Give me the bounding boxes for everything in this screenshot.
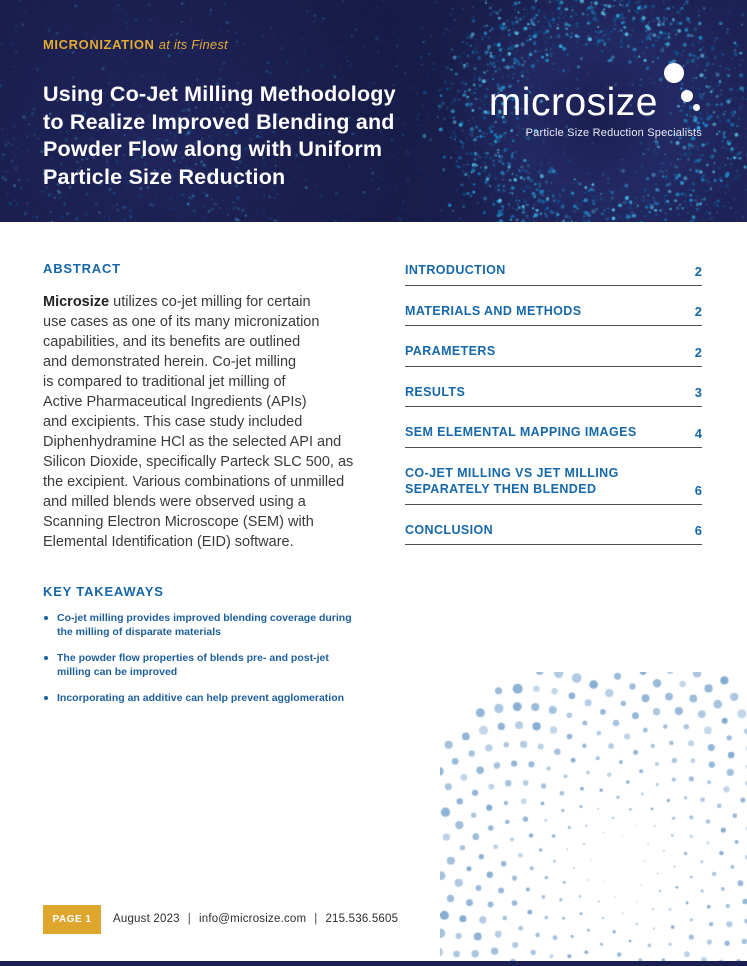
toc-label: PARAMETERS	[405, 344, 496, 358]
bullet-icon	[44, 696, 48, 700]
list-item-line: milling can be improved	[57, 666, 178, 678]
toc-divider	[405, 325, 702, 326]
footer-separator: |	[187, 913, 191, 925]
toc-page-number: 6	[694, 482, 702, 498]
toc-label: INTRODUCTION	[405, 263, 506, 277]
title-line: to Realize Improved Blending and	[43, 109, 395, 134]
title-line: Using Co-Jet Milling Methodology	[43, 82, 396, 106]
eyebrow-tagline	[43, 37, 228, 52]
key-takeaways-heading: KEY TAKEAWAYS	[43, 584, 164, 599]
abstract-line: the excipient. Various combinations of unmilled	[43, 474, 345, 490]
document-title	[43, 81, 396, 191]
title-line: Particle Size Reduction	[43, 164, 286, 189]
abstract-line: and milled blends were observed using a	[43, 494, 306, 510]
dot-spiral-decoration	[440, 672, 747, 961]
toc-page-number: 2	[694, 344, 702, 360]
abstract-line	[43, 292, 393, 312]
abstract-line: and demonstrated herein. Co-jet milling	[43, 354, 297, 370]
toc-entry-materials-and-methods[interactable]	[405, 303, 702, 327]
abstract-line: and excipients. This case study included	[43, 414, 303, 430]
footer-date: August 2023	[113, 913, 180, 925]
list-item-line: Co-jet milling provides improved blending coverage during	[57, 612, 352, 624]
list-item	[43, 691, 393, 705]
logo-tagline: Particle Size Reduction Specialists	[525, 127, 702, 139]
abstract-lead-word: Microsize	[43, 294, 110, 310]
left-column	[43, 261, 393, 717]
eyebrow-bold: MICRONIZATION	[43, 37, 155, 52]
abstract-line: Elemental Identification (EID) software.	[43, 534, 294, 550]
header-banner	[0, 0, 747, 222]
toc-label: MATERIALS AND METHODS	[405, 303, 582, 318]
page-number-badge: PAGE 1	[43, 905, 101, 934]
abstract-line: Active Pharmaceutical Ingredients (APIs)	[43, 394, 307, 410]
key-takeaways-list	[43, 611, 393, 705]
bullet-icon	[44, 616, 48, 620]
list-item	[43, 651, 393, 679]
toc-entry-conclusion[interactable]	[405, 522, 702, 546]
toc-entry-results[interactable]	[405, 384, 702, 408]
abstract-heading: ABSTRACT	[43, 261, 121, 276]
footer-contact-line	[113, 913, 398, 925]
logo-dot-small-icon	[693, 104, 700, 111]
table-of-contents	[405, 262, 702, 562]
toc-page-number: 3	[694, 385, 702, 400]
list-item-line: Incorporating an additive can help prevent agglomeration	[57, 692, 345, 704]
toc-divider	[405, 285, 702, 286]
toc-divider	[405, 366, 702, 367]
toc-entry-parameters[interactable]	[405, 343, 702, 367]
toc-label: RESULTS	[405, 384, 466, 399]
abstract-line: Diphenhydramine HCl as the selected API and	[43, 434, 342, 450]
bottom-accent-bar	[0, 961, 747, 966]
footer-email: info@microsize.com	[198, 913, 307, 925]
bullet-icon	[44, 656, 48, 660]
logo-dot-large-icon	[664, 63, 684, 83]
abstract-line-text: utilizes co-jet milling for certain	[113, 294, 311, 310]
list-item-line: The powder flow properties of blends pre- and post-jet	[57, 652, 329, 664]
abstract-line: Silicon Dioxide, specifically Parteck SLC 500, as	[43, 454, 354, 470]
toc-page-number: 2	[694, 263, 702, 279]
key-takeaways-section	[43, 584, 393, 705]
toc-divider	[405, 447, 702, 448]
toc-divider	[405, 406, 702, 407]
list-item-text	[57, 611, 352, 639]
toc-entry-introduction[interactable]	[405, 262, 702, 286]
toc-label: SEPARATELY THEN BLENDED	[405, 482, 597, 496]
toc-label: CO-JET MILLING VS JET MILLING	[405, 465, 619, 480]
toc-label: CONCLUSION	[405, 522, 494, 537]
microsize-logo: microsize	[488, 81, 658, 124]
list-item-line: the milling of disparate materials	[57, 626, 221, 638]
toc-label: SEM ELEMENTAL MAPPING IMAGES	[405, 425, 637, 439]
eyebrow-italic: at its Finest	[158, 37, 228, 52]
footer-separator: |	[314, 913, 318, 925]
toc-entry-cojet-vs-jet-milling[interactable]	[405, 465, 702, 505]
toc-divider	[405, 544, 702, 545]
toc-entry-sem-elemental-mapping-images[interactable]	[405, 424, 702, 448]
toc-page-number: 4	[694, 425, 702, 441]
toc-divider	[405, 504, 702, 505]
footer-phone: 215.536.5605	[325, 913, 399, 925]
abstract-line: capabilities, and its benefits are outlined	[43, 334, 301, 350]
abstract-line: is compared to traditional jet milling of	[43, 374, 286, 390]
list-item	[43, 611, 393, 639]
abstract-paragraph	[43, 292, 393, 552]
list-item-text	[57, 651, 329, 679]
toc-page-number: 6	[694, 523, 702, 538]
toc-page-number: 2	[694, 304, 702, 319]
abstract-line: Scanning Electron Microscope (SEM) with	[43, 514, 314, 530]
list-item-text	[57, 691, 344, 705]
abstract-line: use cases as one of its many micronization	[43, 314, 320, 330]
logo-dot-medium-icon	[681, 90, 693, 102]
title-line: Powder Flow along with Uniform	[43, 137, 383, 161]
